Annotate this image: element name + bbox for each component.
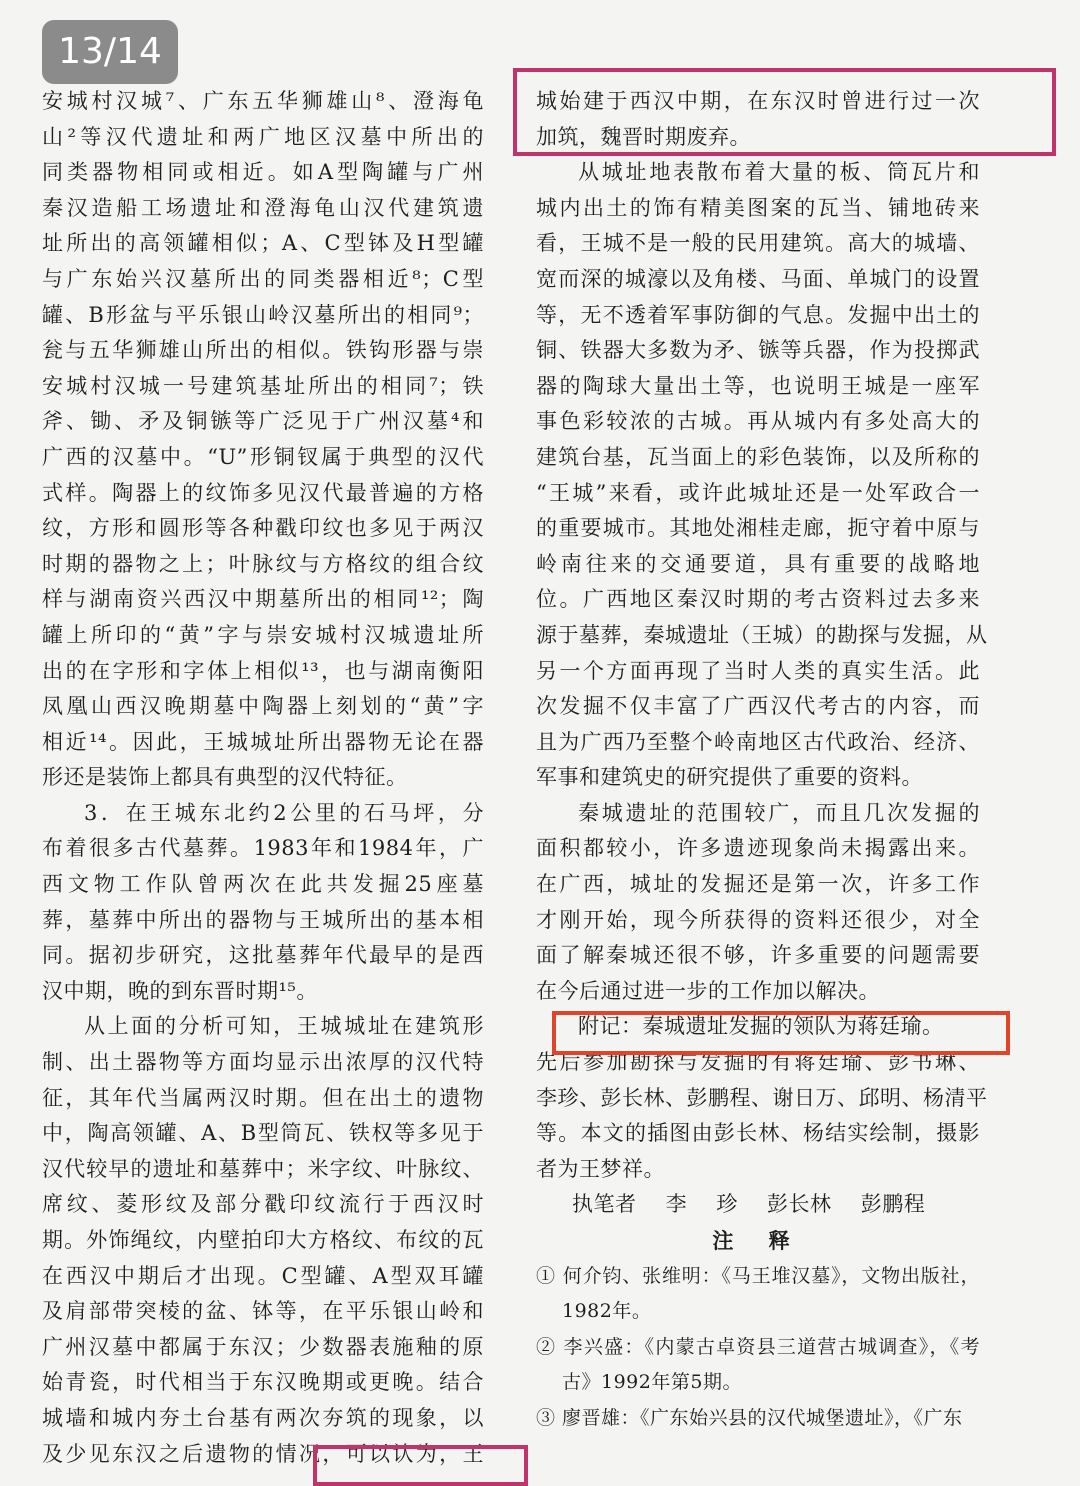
text-line: 先后参加勘探与发掘的有蒋廷瑜、彭书琳、	[536, 1050, 980, 1075]
text-line: 且为广西乃至整个岭南地区古代政治、经济、	[536, 729, 980, 754]
text-line: 凤凰山西汉晚期墓中陶器上刻划的“黄”字	[42, 694, 484, 719]
text-line: ② 李兴盛：《内蒙古卓资县三道营古城调查》，《考	[536, 1335, 980, 1358]
text-line: 等，无不透着军事防御的气息。发掘中出土的	[536, 302, 980, 327]
text-line: 山²等汉代遗址和两广地区汉墓中所出的	[42, 124, 484, 149]
text-line: 及肩部带突棱的盆、钵等，在平乐银山岭和	[42, 1299, 484, 1324]
text-line: 在广西，城址的发掘还是第一次，许多工作	[536, 872, 980, 897]
text-line: 1982年。	[562, 1300, 652, 1323]
text-line: 汉代较早的遗址和墓葬中；米字纹、叶脉纹、	[42, 1156, 484, 1181]
text-line: 相近¹⁴。因此，王城城址所出器物无论在器	[42, 729, 484, 754]
text-line: 葬，墓葬中所出的器物与王城所出的基本相	[42, 907, 484, 932]
text-line: 址所出的高领罐相似；A、C型钵及H型罐	[42, 231, 484, 256]
text-line: 样与湖南资兴西汉中期墓所出的相同¹²；陶	[42, 587, 484, 612]
text-line: 式样。陶器上的纹饰多见汉代最普遍的方格	[42, 480, 484, 505]
text-line: 纹，方形和圆形等各种戳印纹也多见于两汉	[42, 516, 484, 541]
text-line: 及少见东汉之后遗物的情况，可以认为，王	[42, 1441, 484, 1466]
text-line: 事色彩较浓的古城。再从城内有多处高大的	[536, 409, 980, 434]
text-line: 安城村汉城⁷、广东五华狮雄山⁸、澄海龟	[42, 89, 484, 113]
text-line: 在今后通过进一步的工作加以解决。	[536, 978, 880, 1003]
left-text-column	[42, 84, 484, 1472]
text-line: ① 何介钧、张维明：《马王堆汉墓》，文物出版社，	[536, 1264, 980, 1287]
text-line: 城内出土的饰有精美图案的瓦当、铺地砖来	[536, 195, 980, 220]
text-line: 3．在王城东北约2公里的石马坪，分	[84, 800, 484, 825]
text-line: 罐上所印的“黄”字与崇安城村汉城遗址所	[42, 622, 484, 647]
text-line: 形还是装饰上都具有典型的汉代特征。	[42, 765, 408, 790]
text-line: 同。据初步研究，这批墓葬年代最早的是西	[42, 943, 484, 968]
text-line: 期。外饰绳纹，内壁拍印大方格纹、布纹的瓦	[42, 1228, 484, 1252]
text-line: 汉中期，晚的到东晋时期¹⁵。	[42, 978, 318, 1003]
text-line: 广州汉墓中都属于东汉；少数器表施釉的原	[42, 1334, 484, 1359]
text-line: 宽而深的城濠以及角楼、马面、单城门的设置	[536, 266, 980, 291]
text-line: 罐、B形盆与平乐银山岭汉墓所出的相同⁹；	[42, 302, 484, 327]
text-line: 器的陶球大量出土等，也说明王城是一座军	[536, 373, 980, 398]
text-line: 铜、铁器大多数为矛、镞等兵器，作为投掷武	[536, 338, 980, 363]
text-line: 加筑，魏晋时期废弃。	[536, 124, 751, 149]
text-line: “王城”来看，或许此城址还是一处军政合一	[536, 480, 980, 505]
text-line: 另一个方面再现了当时人类的真实生活。此	[536, 658, 980, 683]
text-line: 时期的器物之上；叶脉纹与方格纹的组合纹	[42, 551, 484, 576]
text-line: 瓮与五华狮雄山所出的相似。铁钩形器与崇	[42, 338, 484, 363]
text-line: 出的在字形和字体上相似¹³，也与湖南衡阳	[42, 658, 484, 683]
text-line: 同类器物相同或相近。如A型陶罐与广州	[42, 160, 484, 185]
text-line: 从城址地表散布着大量的板、筒瓦片和	[578, 160, 980, 185]
text-line: 古》1992年第5期。	[562, 1371, 742, 1394]
text-line: 中，陶高领罐、A、B型筒瓦、铁权等多见于	[42, 1121, 484, 1146]
text-line: 源于墓葬，秦城遗址（王城）的勘探与发掘，从	[536, 622, 988, 647]
text-line: 始青瓷，时代相当于东汉晚期或更晚。结合	[42, 1370, 484, 1395]
text-line: 看，王城不是一般的民用建筑。高大的城墙、	[536, 231, 980, 256]
text-line: 在西汉中期后才出现。C型罐、A型双耳罐	[42, 1263, 484, 1288]
text-line: 布着很多古代墓葬。1983年和1984年，广	[42, 836, 484, 861]
text-line: 的重要城市。其地处湘桂走廊，扼守着中原与	[536, 516, 980, 541]
text-line: 执笔者 李 珍 彭长林 彭鹏程	[572, 1192, 926, 1217]
text-line: 面了解秦城还很不够，许多重要的问题需要	[536, 943, 980, 968]
page-indicator: 13/14	[42, 20, 178, 84]
right-text-column	[536, 84, 988, 1437]
text-line: 面积都较小，许多遗迹现象尚未揭露出来。	[536, 836, 980, 861]
text-line: 斧、锄、矛及铜镞等广泛见于广州汉墓⁴和	[42, 409, 484, 434]
text-line: 位。广西地区秦汉时期的考古资料过去多来	[536, 587, 980, 612]
text-line: 注 释	[712, 1228, 804, 1253]
text-line: 次发掘不仅丰富了广西汉代考古的内容，而	[536, 694, 980, 719]
text-line: 附记：秦城遗址发掘的领队为蒋廷瑜。	[578, 1014, 944, 1039]
text-line: 岭南往来的交通要道，具有重要的战略地	[536, 551, 980, 576]
text-line: 秦汉造船工场遗址和澄海龟山汉代建筑遗	[42, 195, 484, 220]
text-line: 与广东始兴汉墓所出的同类器相近⁸；C型	[42, 266, 484, 291]
text-line: 建筑台基，瓦当面上的彩色装饰，以及所称的	[536, 444, 980, 469]
text-line: 秦城遗址的范围较广，而且几次发掘的	[578, 800, 980, 825]
text-line: 从上面的分析可知，王城城址在建筑形	[84, 1014, 484, 1039]
text-line: 西文物工作队曾两次在此共发掘25座墓	[42, 872, 484, 897]
text-line: ③ 廖晋雄：《广东始兴县的汉代城堡遗址》，《广东	[536, 1406, 963, 1429]
text-line: 席纹、菱形纹及部分戳印纹流行于西汉时	[42, 1192, 484, 1217]
text-line: 城墙和城内夯土台基有两次夯筑的现象，以	[42, 1405, 484, 1430]
text-line: 征，其年代当属两汉时期。但在出土的遗物	[42, 1085, 484, 1110]
text-line: 城始建于西汉中期，在东汉时曾进行过一次	[536, 89, 980, 113]
text-line: 制、出土器物等方面均显示出浓厚的汉代特	[42, 1050, 484, 1075]
text-line: 军事和建筑史的研究提供了重要的资料。	[536, 765, 923, 790]
text-line: 者为王梦祥。	[536, 1156, 665, 1181]
text-line: 才刚开始，现今所获得的资料还很少，对全	[536, 907, 980, 932]
text-line: 广西的汉墓中。“U”形铜钗属于典型的汉代	[42, 444, 484, 469]
text-line: 安城村汉城一号建筑基址所出的相同⁷；铁	[42, 373, 484, 398]
text-line: 等。本文的插图由彭长林、杨结实绘制，摄影	[536, 1121, 980, 1146]
text-line: 李珍、彭长林、彭鹏程、谢日万、邱明、杨清平	[536, 1085, 988, 1110]
